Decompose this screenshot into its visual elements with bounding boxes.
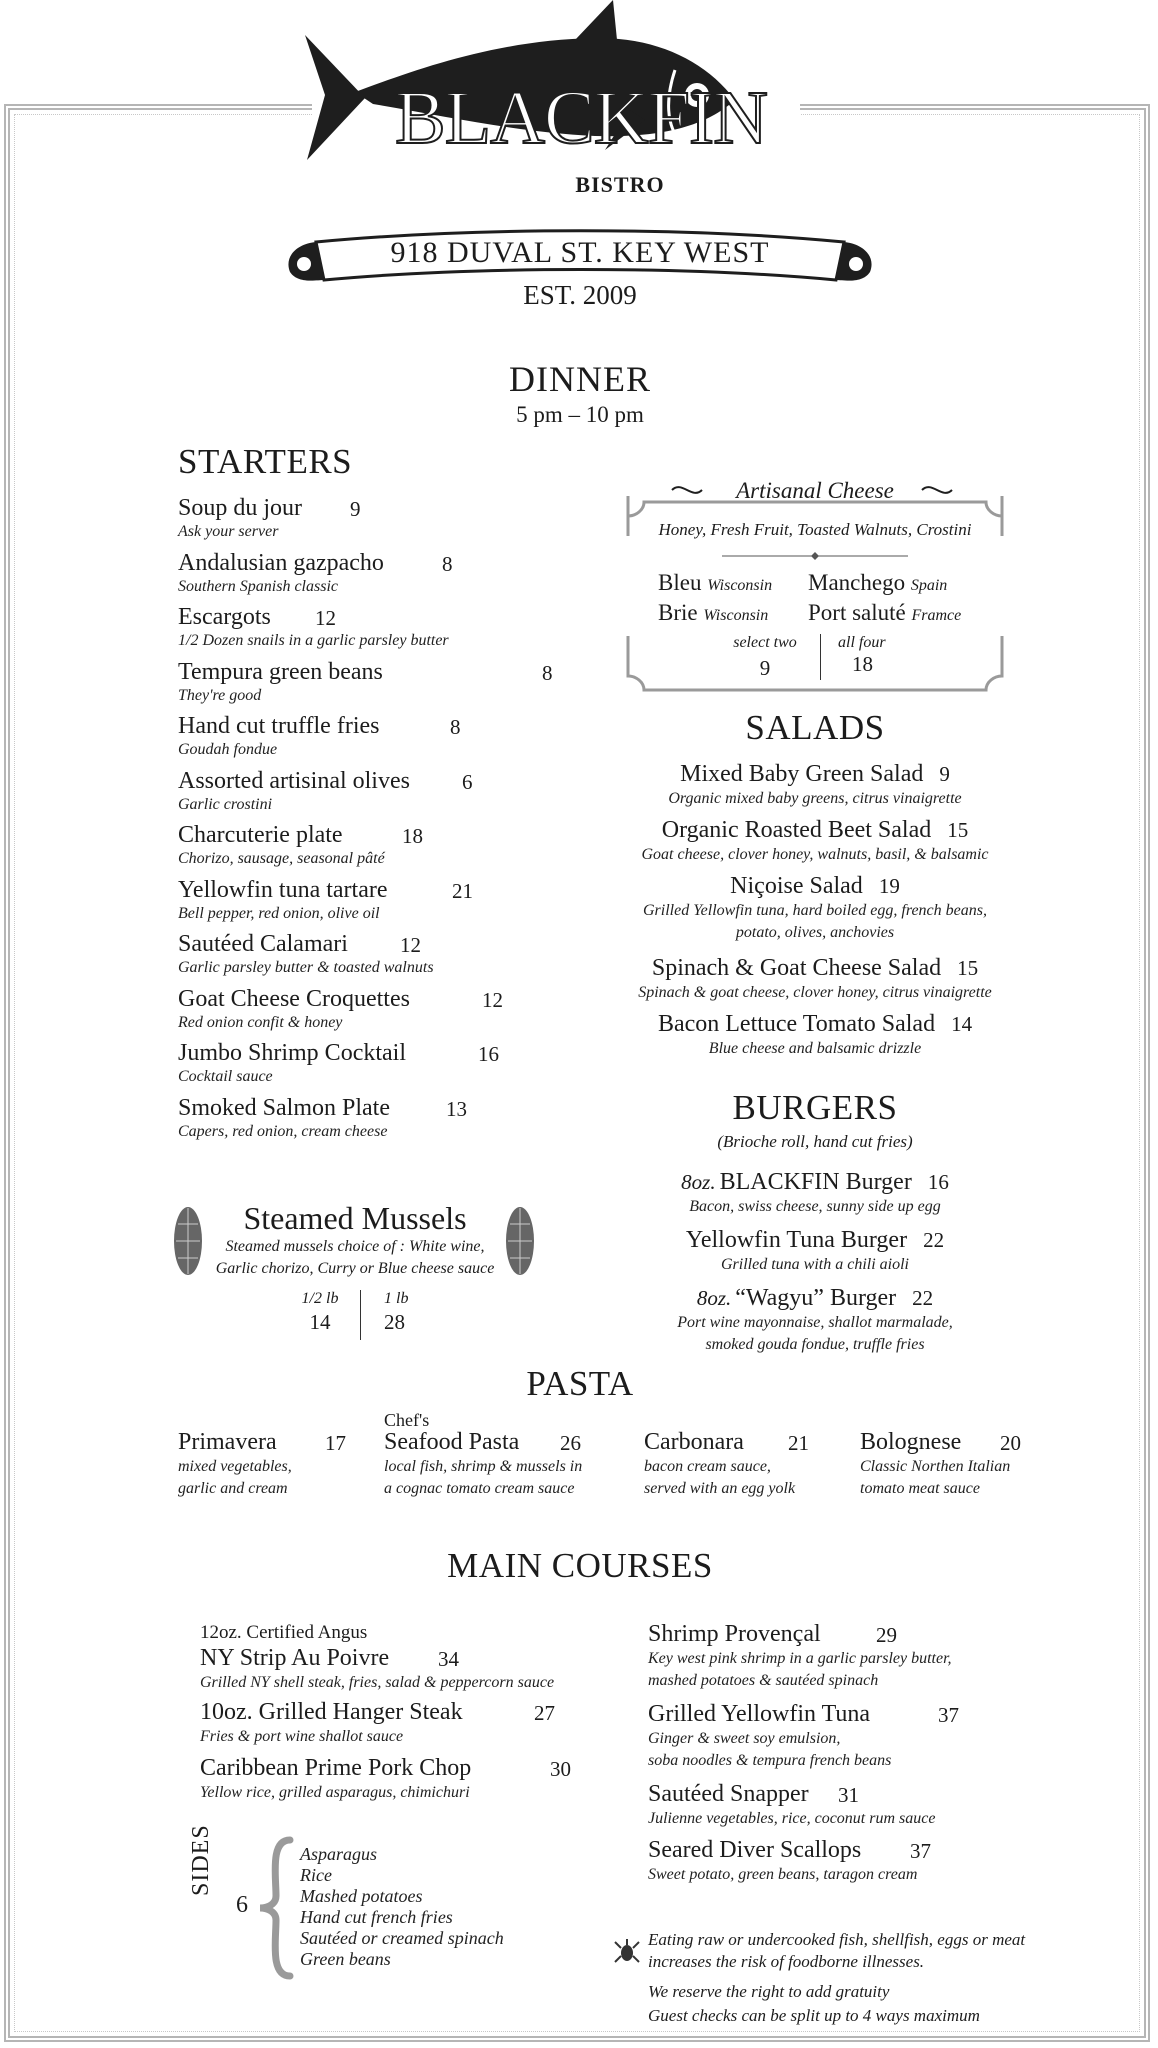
side-item: Asparagus (300, 1844, 378, 1864)
crab-icon (614, 1938, 640, 1971)
main-price: 37 (938, 1703, 959, 1727)
cheese-divider (820, 634, 821, 680)
main-desc: Julienne vegetables, rice, coconut rum sauce (648, 1810, 936, 1827)
mussels-title: Steamed Mussels (243, 1200, 467, 1236)
established: EST. 2009 (523, 280, 637, 310)
pasta-desc-2: served with an egg yolk (644, 1480, 796, 1497)
burger-price: 22 (923, 1228, 945, 1252)
salad-price: 15 (957, 956, 979, 980)
pasta-title: PASTA (526, 1364, 634, 1403)
cheese-origin: Spain (910, 577, 948, 594)
mussels-option2-price: 28 (384, 1310, 405, 1334)
salad-item (600, 1010, 1030, 1038)
mussels-desc: Steamed mussels choice of : White wine, (225, 1238, 485, 1255)
burgers-subtitle: (Brioche roll, hand cut fries) (717, 1132, 913, 1151)
cheese-item-port-salute (808, 600, 961, 626)
main-price: 29 (876, 1623, 897, 1647)
mussels-desc-2: Garlic chorizo, Curry or Blue cheese sauce (215, 1260, 495, 1277)
salad-desc: Organic mixed baby greens, citrus vinaigrette (668, 790, 962, 807)
salad-item (600, 954, 1030, 982)
salads-title: SALADS (745, 708, 885, 747)
main-desc: Key west pink shrimp in a garlic parsley butter, (648, 1650, 952, 1667)
side-item: Sautéed or creamed spinach (300, 1928, 504, 1948)
salad-desc: Goat cheese, clover honey, walnuts, basil, & balsamic (641, 846, 989, 863)
cheese-option1-label: select two (733, 634, 797, 651)
starter-price: 12 (482, 987, 503, 1012)
starter-desc: Bell pepper, red onion, olive oil (178, 904, 380, 922)
starter-desc: They're good (178, 686, 262, 704)
starter-desc: Capers, red onion, cream cheese (178, 1122, 388, 1140)
burger-name: BLACKFIN Burger (719, 1169, 912, 1195)
pasta-price: 20 (1000, 1431, 1021, 1455)
pasta-desc: local fish, shrimp & mussels in (384, 1458, 583, 1475)
main-name: Sautéed Snapper (648, 1781, 809, 1807)
cheese-item-bleu (658, 570, 772, 596)
starter-name: Tempura green beans (178, 658, 383, 685)
pasta-kicker: Chef's (384, 1410, 430, 1430)
cheese-option2-price: 18 (852, 652, 873, 676)
salad-name: Niçoise Salad (730, 873, 863, 899)
cheese-name: Brie (658, 600, 698, 625)
burger-item (600, 1168, 1030, 1196)
salad-name: Mixed Baby Green Salad (680, 761, 924, 787)
starters-title: STARTERS (178, 442, 353, 481)
cheese-origin: Framce (911, 607, 962, 624)
salad-item (600, 872, 1030, 900)
salad-price: 14 (951, 1012, 973, 1036)
salad-name: Organic Roasted Beet Salad (661, 817, 932, 843)
burger-name: “Wagyu” Burger (735, 1285, 897, 1311)
mussels-option1-price: 14 (309, 1310, 331, 1334)
burger-price: 16 (927, 1170, 949, 1194)
salad-desc: Blue cheese and balsamic drizzle (708, 1040, 922, 1057)
starter-desc: 1/2 Dozen snails in a garlic parsley butter (178, 632, 449, 649)
starter-desc: Ask your server (178, 523, 279, 540)
burger-desc: Port wine mayonnaise, shallot marmalade, (677, 1314, 953, 1331)
starter-price: 8 (450, 715, 461, 739)
starter-price: 6 (462, 769, 473, 794)
dinner-title: DINNER (509, 359, 651, 399)
salad-item (600, 816, 1030, 844)
pasta-name: Primavera (178, 1429, 277, 1455)
starter-name: Sautéed Calamari (178, 931, 348, 957)
brand-name: BLACKFIN (395, 76, 768, 160)
starter-price: 8 (542, 660, 553, 685)
burger-desc: Grilled tuna with a chili aioli (721, 1256, 909, 1273)
main-desc: Fries & port wine shallot sauce (200, 1728, 404, 1745)
starter-price: 13 (446, 1096, 467, 1121)
salad-price: 15 (947, 818, 969, 842)
starter-name: Yellowfin tuna tartare (178, 876, 388, 903)
starter-desc: Red onion confit & honey (178, 1013, 343, 1031)
pasta-desc: mixed vegetables, (178, 1458, 292, 1475)
starter-price: 12 (400, 933, 421, 957)
main-name: Shrimp Provençal (648, 1621, 821, 1647)
side-item: Mashed potatoes (300, 1886, 423, 1906)
side-item: Hand cut french fries (300, 1907, 453, 1927)
main-price: 27 (534, 1701, 555, 1725)
starter-desc: Goudah fondue (178, 741, 278, 758)
salad-price: 9 (939, 762, 950, 786)
cheese-item-brie (658, 600, 768, 626)
cheese-name: Manchego (808, 570, 906, 595)
burger-price: 22 (912, 1286, 934, 1310)
burger-item (600, 1226, 1030, 1254)
main-desc: Sweet potato, green beans, taragon cream (648, 1866, 918, 1883)
main-price: 30 (550, 1757, 571, 1781)
starter-price: 18 (402, 824, 423, 848)
cheese-item-manchego (808, 570, 947, 596)
main-name: Grilled Yellowfin Tuna (648, 1701, 871, 1727)
mussels-divider (360, 1290, 361, 1340)
burger-desc-2: smoked gouda fondue, truffle fries (705, 1336, 925, 1353)
pasta-price: 26 (560, 1431, 581, 1455)
main-price: 31 (838, 1783, 859, 1807)
main-name: Seared Diver Scallops (648, 1837, 862, 1863)
main-kicker: 12oz. Certified Angus (200, 1622, 368, 1643)
pasta-price: 17 (325, 1431, 346, 1455)
main-name: NY Strip Au Poivre (200, 1645, 390, 1671)
pasta-desc-2: tomato meat sauce (860, 1480, 980, 1497)
cheese-origin: Wisconsin (707, 577, 773, 594)
mussels-option1-label: 1/2 lb (301, 1290, 339, 1307)
notice-line-3: We reserve the right to add gratuity (648, 1982, 890, 2001)
address-text: 918 DUVAL ST. KEY WEST (390, 236, 770, 269)
burger-prefix: 8oz. (696, 1286, 732, 1310)
sides-price: 6 (236, 1892, 248, 1918)
sides-title: SIDES (188, 1824, 214, 1896)
burger-prefix: 8oz. (681, 1170, 716, 1194)
starter-name: Smoked Salmon Plate (178, 1094, 390, 1121)
starter-price: 8 (442, 551, 453, 576)
starter-name: Hand cut truffle fries (178, 713, 380, 739)
main-desc-2: soba noodles & tempura french beans (648, 1752, 892, 1769)
starter-name: Escargots (178, 604, 271, 630)
salad-desc: Spinach & goat cheese, clover honey, citrus vinaigrette (638, 984, 992, 1001)
cheese-desc: Honey, Fresh Fruit, Toasted Walnuts, Crostini (658, 520, 972, 539)
main-price: 34 (438, 1647, 459, 1671)
pasta-desc: Classic Northen Italian (860, 1458, 1011, 1475)
salad-desc-2: potato, olives, anchovies (735, 924, 895, 941)
cheese-title: Artisanal Cheese (736, 478, 894, 503)
salad-price: 19 (878, 874, 900, 898)
salad-desc: Grilled Yellowfin tuna, hard boiled egg, french beans, (643, 902, 987, 919)
starter-price: 12 (315, 606, 336, 630)
cheese-origin: Wisconsin (703, 607, 769, 624)
pasta-name: Seafood Pasta (384, 1429, 520, 1455)
side-item: Rice (300, 1865, 332, 1885)
mussels-option2-label: 1 lb (384, 1290, 409, 1307)
brand-subtitle: BISTRO (575, 172, 665, 197)
notice-line-1: Eating raw or undercooked fish, shellfish, eggs or meat (648, 1930, 1026, 1949)
starter-desc: Garlic parsley butter & toasted walnuts (178, 959, 434, 976)
main-desc: Yellow rice, grilled asparagus, chimichuri (200, 1784, 470, 1801)
pasta-desc-2: garlic and cream (178, 1480, 288, 1497)
starter-desc: Garlic crostini (178, 795, 273, 813)
salad-name: Spinach & Goat Cheese Salad (651, 955, 942, 981)
pasta-price: 21 (788, 1431, 809, 1455)
starter-name: Charcuterie plate (178, 822, 343, 848)
main-desc: Grilled NY shell steak, fries, salad & peppercorn sauce (200, 1674, 555, 1691)
pasta-desc-2: a cognac tomato cream sauce (384, 1480, 575, 1497)
starter-name: Soup du jour (178, 495, 303, 521)
starter-desc: Southern Spanish classic (178, 577, 338, 595)
starter-name: Jumbo Shrimp Cocktail (178, 1040, 406, 1066)
starter-price: 9 (350, 497, 361, 521)
starter-price: 21 (452, 878, 473, 903)
starter-price: 16 (478, 1042, 499, 1066)
notice-line-2: increases the risk of foodborne illnesses. (648, 1952, 925, 1971)
starter-desc: Cocktail sauce (178, 1068, 273, 1085)
burger-name: Yellowfin Tuna Burger (685, 1227, 908, 1253)
cheese-name: Port saluté (808, 600, 906, 625)
main-price: 37 (910, 1839, 931, 1863)
dinner-hours: 5 pm – 10 pm (516, 402, 644, 427)
side-item: Green beans (300, 1949, 391, 1969)
burger-desc: Bacon, swiss cheese, sunny side up egg (689, 1198, 941, 1215)
main-desc-2: mashed potatoes & sautéed spinach (648, 1672, 879, 1689)
starter-name: Assorted artisinal olives (178, 767, 410, 794)
pasta-name: Bolognese (860, 1429, 962, 1455)
notice-line-4: Guest checks can be split up to 4 ways maximum (648, 2006, 980, 2025)
salad-name: Bacon Lettuce Tomato Salad (657, 1011, 936, 1037)
starter-desc: Chorizo, sausage, seasonal pâté (178, 850, 385, 867)
burgers-title: BURGERS (732, 1088, 898, 1127)
pasta-desc: bacon cream sauce, (644, 1458, 771, 1475)
mains-title: MAIN COURSES (447, 1546, 713, 1585)
starter-name: Goat Cheese Croquettes (178, 985, 410, 1012)
salad-item (600, 760, 1030, 788)
cheese-option1-price: 9 (759, 656, 771, 680)
cheese-option2-label: all four (838, 634, 886, 651)
starter-name: Andalusian gazpacho (178, 549, 384, 576)
cheese-name: Bleu (658, 570, 702, 595)
burger-item (600, 1284, 1030, 1312)
main-name: 10oz. Grilled Hanger Steak (200, 1699, 463, 1725)
pasta-name: Carbonara (644, 1429, 744, 1455)
main-desc: Ginger & sweet soy emulsion, (648, 1730, 841, 1747)
main-name: Caribbean Prime Pork Chop (200, 1755, 472, 1781)
brace-icon (256, 1836, 296, 1985)
